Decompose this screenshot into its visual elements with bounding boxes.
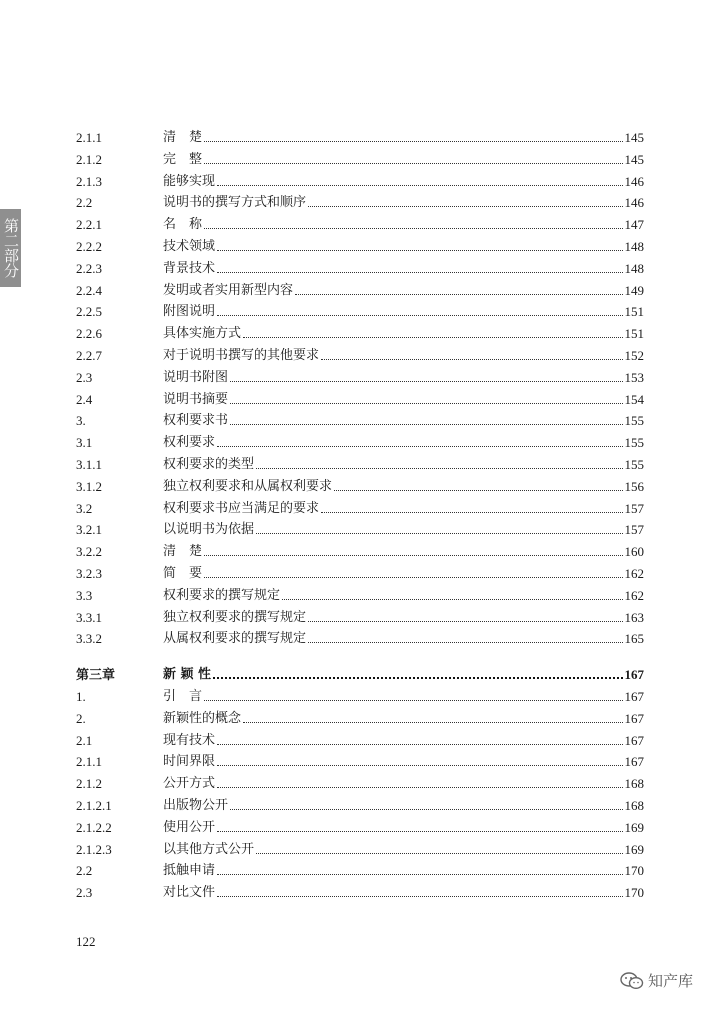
toc-entry-title: 技术领域 (163, 239, 216, 254)
toc-dot-leader (230, 380, 622, 382)
toc-entry-number: 3.3.1 (76, 609, 102, 625)
toc-entry-page: 155 (624, 457, 644, 472)
toc-row (76, 727, 644, 749)
toc-entry-number: 2.2 (76, 195, 93, 211)
toc-entry-page: 167 (624, 732, 644, 748)
toc-row (76, 364, 644, 386)
toc-entry-title: 对比文件 (163, 885, 216, 901)
toc-entry-number: 2.1.2 (76, 776, 102, 792)
toc-row (76, 233, 644, 255)
toc-entry-number: 第三章 (76, 667, 116, 683)
toc-entry-page: 147 (624, 217, 644, 233)
toc-dot-leader (217, 830, 622, 832)
toc-dot-leader (217, 271, 622, 273)
toc-entry-number: 2.2.4 (76, 282, 102, 298)
toc-entry-number: 2.2 (76, 863, 93, 879)
toc-entry-number: 2.2.3 (76, 260, 102, 276)
toc-row (76, 320, 644, 342)
toc-entry-title: 说明书的撰写方式和顺序 (163, 195, 307, 211)
toc-dot-leader (217, 743, 622, 745)
toc-entry-number: 3.2 (76, 500, 93, 516)
toc-entry-page: 169 (624, 819, 644, 835)
toc-entry-number: 2.1.1 (76, 754, 102, 770)
toc-entry-number: 2.3 (76, 369, 93, 385)
watermark-text: 知产库 (648, 972, 694, 990)
toc-dot-leader (321, 358, 622, 360)
toc-entry-page: 151 (624, 326, 644, 342)
toc-entry-number: 3.2.3 (76, 566, 102, 581)
toc-entry-title: 时间界限 (163, 754, 216, 770)
toc-entry-number: 2.1.2.2 (76, 819, 112, 835)
toc-chapter-row (76, 661, 644, 683)
toc-entry-title: 独立权利要求的撰写规定 (163, 609, 307, 625)
toc-dot-leader (213, 676, 622, 679)
toc-entry-title: 说明书附图 (163, 369, 229, 385)
toc-row (76, 124, 644, 146)
toc-entry-number: 2.2.2 (76, 239, 102, 254)
toc-dot-leader (230, 808, 622, 810)
toc-dot-leader (204, 554, 622, 556)
toc-row (76, 342, 644, 364)
toc-dot-leader (217, 786, 622, 788)
toc-entry-title: 背景技术 (163, 260, 216, 276)
toc-entry-title: 权利要求书应当满足的要求 (163, 500, 320, 516)
toc-entry-page: 167 (624, 667, 644, 683)
toc-row (76, 770, 644, 792)
toc-row (76, 277, 644, 299)
toc-dot-leader (256, 467, 622, 469)
toc-row (76, 582, 644, 604)
toc-entry-title: 公开方式 (163, 776, 216, 792)
toc-dot-leader (217, 445, 622, 447)
toc-dot-leader (204, 162, 622, 164)
toc-entry-number: 3.2.1 (76, 522, 102, 538)
toc-row (76, 255, 644, 277)
toc-dot-leader (217, 895, 622, 897)
toc-entry-title: 新颖性的概念 (163, 710, 242, 726)
toc-entry-title: 完 整 (163, 151, 203, 167)
toc-row (76, 168, 644, 190)
toc-entry-number: 3.1 (76, 435, 93, 451)
toc-dot-leader (243, 336, 622, 338)
toc-entry-page: 163 (624, 609, 644, 625)
toc-entry-number: 2.2.1 (76, 217, 102, 233)
toc-dot-leader (282, 598, 622, 600)
toc-row (76, 189, 644, 211)
toc-entry-title: 权利要求 (163, 435, 216, 451)
toc-entry-page: 168 (624, 798, 644, 813)
toc-dot-leader (321, 511, 622, 513)
toc-row (76, 495, 644, 517)
toc-entry-title: 权利要求的类型 (163, 457, 255, 472)
toc-entry-number: 3.3 (76, 587, 93, 603)
toc-entry-page: 162 (624, 587, 644, 603)
toc-dot-leader (256, 532, 622, 534)
toc-entry-number: 3.1.2 (76, 478, 102, 494)
toc-entry-title: 清 楚 (163, 544, 203, 560)
toc-dot-leader (217, 249, 622, 251)
toc-entry-number: 2.2.6 (76, 326, 102, 342)
toc-entry-title: 出版物公开 (163, 798, 229, 813)
wechat-icon (620, 972, 644, 990)
toc-entry-title: 以说明书为依据 (163, 522, 255, 538)
toc-entry-page: 148 (624, 239, 644, 254)
toc-entry-number: 3.2.2 (76, 544, 102, 560)
toc-entry-page: 167 (624, 710, 644, 726)
section-side-tab: 第二部分 (0, 209, 21, 287)
toc-dot-leader (230, 402, 622, 404)
toc-dot-leader (334, 489, 622, 491)
toc-entry-number: 2.1.2.1 (76, 798, 112, 813)
toc-entry-title: 现有技术 (163, 732, 216, 748)
toc-dot-leader (217, 764, 622, 766)
toc-row (76, 298, 644, 320)
toc-entry-page: 167 (624, 689, 644, 704)
toc-entry-title: 发明或者实用新型内容 (163, 282, 294, 298)
toc-entry-page: 145 (624, 130, 644, 145)
toc-entry-page: 170 (624, 885, 644, 901)
toc-entry-number: 2.2.5 (76, 304, 102, 320)
toc-row (76, 748, 644, 770)
toc-entry-number: 3. (76, 413, 86, 429)
toc-entry-page: 148 (624, 260, 644, 276)
toc-entry-title: 权利要求书 (163, 413, 229, 429)
page-number: 122 (76, 934, 96, 949)
toc-dot-leader (308, 641, 622, 643)
toc-row (76, 560, 644, 582)
toc-entry-number: 2.2.7 (76, 348, 102, 363)
toc-entry-title: 独立权利要求和从属权利要求 (163, 478, 333, 494)
toc-dot-leader (217, 314, 622, 316)
toc-entry-page: 170 (624, 863, 644, 879)
toc-entry-number: 3.1.1 (76, 457, 102, 472)
toc-dot-leader (230, 423, 622, 425)
toc-entry-page: 162 (624, 566, 644, 581)
toc-entry-number: 2.4 (76, 391, 93, 407)
toc-entry-title: 以其他方式公开 (163, 841, 255, 857)
toc-entry-number: 2.1.2 (76, 151, 102, 167)
toc-entry-title: 清 楚 (163, 130, 203, 145)
toc-entry-title: 说明书摘要 (163, 391, 229, 407)
toc-dot-leader (308, 620, 622, 622)
toc-entry-page: 151 (624, 304, 644, 320)
toc-entry-page: 165 (624, 631, 644, 647)
toc-dot-leader (308, 205, 622, 207)
toc-entry-number: 2.1 (76, 732, 93, 748)
toc-entry-page: 157 (624, 500, 644, 516)
toc-entry-page: 154 (624, 391, 644, 407)
toc-row (76, 705, 644, 727)
toc-entry-page: 156 (624, 478, 644, 494)
toc-row (76, 516, 644, 538)
toc-dot-leader (204, 699, 622, 701)
toc-entry-title: 从属权利要求的撰写规定 (163, 631, 307, 647)
toc-row (76, 451, 644, 473)
toc-entry-number: 3.3.2 (76, 631, 102, 647)
toc-row (76, 473, 644, 495)
toc-entry-page: 146 (624, 173, 644, 189)
toc-entry-page: 169 (624, 841, 644, 857)
toc-entry-number: 2.1.1 (76, 130, 102, 145)
toc-entry-title: 具体实施方式 (163, 326, 242, 342)
toc-row (76, 407, 644, 429)
toc-dot-leader (243, 721, 622, 723)
toc-dot-leader (256, 852, 622, 854)
toc-entry-page: 153 (624, 369, 644, 385)
toc-entry-page: 155 (624, 435, 644, 451)
toc-dot-leader (217, 184, 622, 186)
toc-dot-leader (295, 293, 622, 295)
toc-entry-page: 149 (624, 282, 644, 298)
toc-dot-leader (204, 576, 622, 578)
toc-entry-title: 能够实现 (163, 173, 216, 189)
toc-entry-title: 简 要 (163, 566, 203, 581)
toc-row (76, 625, 644, 647)
toc-row (76, 538, 644, 560)
toc-row (76, 792, 644, 814)
toc-row (76, 683, 644, 705)
toc-entry-page: 168 (624, 776, 644, 792)
toc-entry-page: 157 (624, 522, 644, 538)
toc-row (76, 857, 644, 879)
toc-entry-title: 对于说明书撰写的其他要求 (163, 348, 320, 363)
toc-entry-title: 新 颖 性 (163, 667, 212, 683)
toc-dot-leader (217, 873, 622, 875)
toc-entry-number: 1. (76, 689, 86, 704)
toc-row (76, 146, 644, 168)
toc-entry-page: 167 (624, 754, 644, 770)
toc-entry-page: 155 (624, 413, 644, 429)
toc-entry-title: 附图说明 (163, 304, 216, 320)
toc-row (76, 604, 644, 626)
toc-row (76, 211, 644, 233)
toc-entry-title: 引 言 (163, 689, 203, 704)
toc-dot-leader (204, 140, 622, 142)
watermark (620, 970, 693, 991)
toc-entry-number: 2.1.2.3 (76, 841, 112, 857)
toc-entry-number: 2. (76, 710, 86, 726)
toc-entry-page: 146 (624, 195, 644, 211)
toc-row (76, 879, 644, 901)
toc-entry-title: 使用公开 (163, 819, 216, 835)
toc-row (76, 386, 644, 408)
toc-row (76, 429, 644, 451)
toc-entry-page: 145 (624, 151, 644, 167)
toc-row (76, 836, 644, 858)
toc-entry-page: 152 (624, 348, 644, 363)
toc-entry-title: 抵触申请 (163, 863, 216, 879)
toc-entry-page: 160 (624, 544, 644, 560)
toc-entry-title: 权利要求的撰写规定 (163, 587, 281, 603)
toc-entry-number: 2.3 (76, 885, 93, 901)
toc-entry-title: 名 称 (163, 217, 203, 233)
toc-dot-leader (204, 227, 622, 229)
toc-entry-number: 2.1.3 (76, 173, 102, 189)
toc-row (76, 814, 644, 836)
